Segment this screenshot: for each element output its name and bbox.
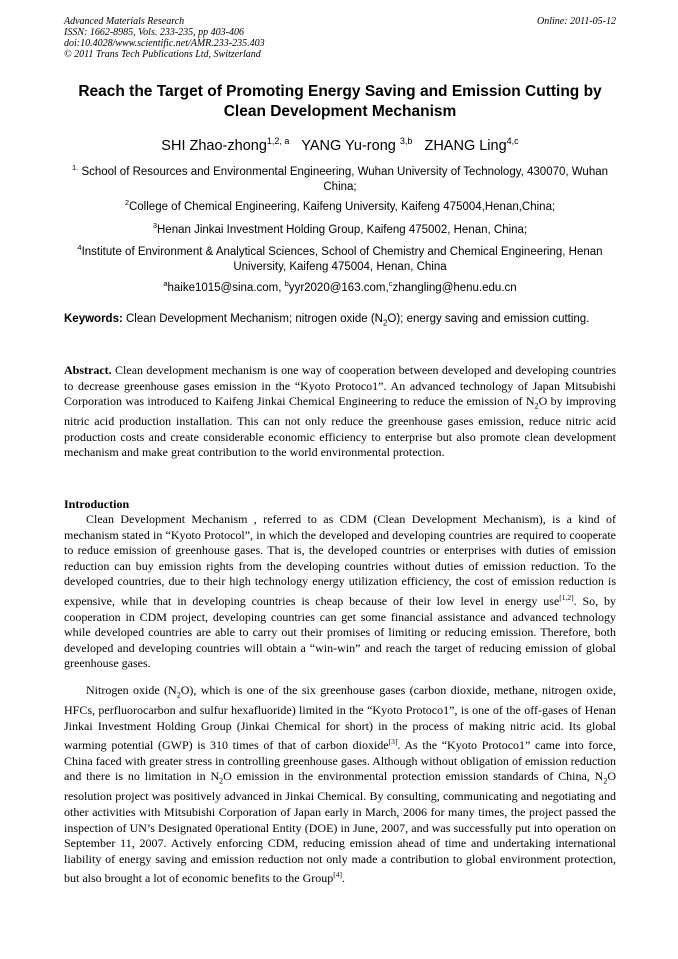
- author-affiliation-mark: 3,b: [399, 136, 413, 146]
- citation[interactable]: [4]: [333, 870, 343, 880]
- author-list: [64, 132, 616, 155]
- author-emails: [64, 276, 616, 296]
- affiliation-text: College of Chemical Engineering, Kaifeng University, Kaifeng 475004,Henan,China;: [128, 200, 556, 213]
- affiliation-text: Henan Jinkai Investment Holding Group, Kaifeng 475002, Henan, China;: [157, 223, 528, 236]
- email-mark: a: [163, 279, 168, 288]
- affiliation-mark: 1.: [71, 163, 79, 172]
- journal-header: [64, 16, 616, 60]
- subscript: 2: [603, 776, 608, 786]
- citation[interactable]: [3]: [388, 737, 398, 747]
- author-name: YANG Yu-rong: [301, 137, 396, 154]
- paragraph-text: O), which is one of the six greenhouse gases (carbon dioxide, methane, nitrogen oxide, HFCs, perfluorocarbon and sulfur hexafluoride) limited in the “Kyoto Protoco1”, is one of the off-gases of Henan Jinkai Investment Holding Group (Jinkai Chemical for short) in the process of making nitric acid. Its global warming potential (GWP) is 310 times of that of carbon dioxide: [64, 683, 616, 753]
- email-address[interactable]: zhangling@henu.edu.cn: [392, 281, 517, 294]
- paragraph-text: Clean Development Mechanism , referred to as CDM (Clean Development Mechanism), is a kind of mechanism stated in “Kyoto Protocol”, in which the developed and developing countries are required to cooperate to reduce emission of greenhouse gases. That is, the developed countries or enterprises with duties of emission reduction can buy emission rights from the developing countries without duties of emission reduction. To the developed countries, due to their high technology energy utilization efficiency, the cost of emission reduction is expensive, while that in developing countries is cheap because of their low level in energy use: [64, 512, 616, 608]
- keywords-label: Keywords:: [64, 313, 123, 325]
- affiliation-mark: 3: [152, 221, 157, 230]
- affiliation: [64, 195, 616, 215]
- abstract-text: Clean development mechanism is one way of cooperation between developed and developing countries to decrease greenhouse gases emission in the “Kyoto Protoco1”. An advanced technology of Japan Mitsubishi Corporation was introduced to Kaifeng Jinkai Chemical Engineering to reduce the emission of N: [64, 363, 616, 409]
- subscript: 2: [176, 690, 181, 700]
- online-date: Online: 2011-05-12: [537, 16, 616, 27]
- keywords-text: O); energy saving and emission cutting.: [387, 313, 590, 325]
- keywords: [64, 312, 616, 330]
- intro-paragraph: [64, 512, 616, 672]
- paper-title: Reach the Target of Promoting Energy Saving and Emission Cutting by Clean Development Mechanism: [78, 83, 602, 120]
- affiliation-mark: 4: [77, 243, 82, 252]
- email-mark: b: [284, 279, 289, 288]
- intro-paragraph: [64, 683, 616, 887]
- abstract-label: Abstract.: [64, 363, 112, 377]
- affiliation: [64, 240, 616, 275]
- affiliation: [64, 160, 616, 195]
- journal-copyright: © 2011 Trans Tech Publications Ltd, Switzerland: [64, 49, 261, 60]
- abstract-text: O by improving nitric acid production installation. This can not only reduce the greenhouse gases emission, reduce nitric acid production costs and create considerable economic efficiency to enterprise but also promote clean development mechanism and make great contribution to the world environmental protection.: [64, 394, 616, 460]
- paragraph-text: O resolution project was positively advanced in Jinkai Chemical. By consulting, communicating and negotiating and other activities with Mitsubishi Corporation of Japan early in March, 2006 for many times, the project passed the inspection of UN’s Designated 0perational Entity (DOE) in June, 2007, and was successfully put into operation on September 11, 2007. Actively enforcing CDM, reducing emission ahead of time and undertaking international liability of energy saving and emission reduction not only made a contribution to global environment protection, but also brought a lot of economic benefits to the Group: [64, 769, 617, 886]
- subscript: 2: [382, 318, 388, 328]
- paragraph-text: . As the “Kyoto Protoco1” came into force, China faced with greater stress in controlling greenhouse gases. Although without obligation of emission reduction and there is no limitation in N: [64, 738, 616, 784]
- subscript: 2: [219, 776, 224, 786]
- paragraph-text: Nitrogen oxide (N: [86, 683, 177, 697]
- journal-name: Advanced Materials Research: [64, 16, 185, 27]
- affiliation: [64, 218, 616, 238]
- subscript: 2: [534, 401, 539, 411]
- keywords-text: Clean Development Mechanism; nitrogen oxide (N: [122, 313, 383, 325]
- citation[interactable]: [1,2]: [559, 592, 574, 602]
- email-mark: c: [388, 279, 393, 288]
- paragraph-text: . So, by cooperation in CDM project, developing countries can get some financial assistance and advanced technology while developed countries are able to carry out their promises of limiting or reducing emission. Therefore, both developed and developing countries will obtain a “win-win” and reach the target of reducing emission of global greenhouse gases.: [64, 593, 616, 671]
- journal-issn: ISSN: 1662-8985, Vols. 233-235, pp 403-406: [64, 27, 244, 38]
- paragraph-text: .: [342, 871, 346, 886]
- author-affiliation-mark: 4,c: [506, 136, 519, 146]
- abstract: [64, 363, 616, 461]
- affiliation-text: School of Resources and Environmental Engineering, Wuhan University of Technology, 430070, Wuhan China;: [81, 165, 609, 193]
- journal-doi: doi:10.4028/www.scientific.net/AMR.233-235.403: [64, 38, 265, 49]
- paragraph-text: O emission in the environmental protection emission standards of China, N: [223, 769, 604, 784]
- author-affiliation-mark: 1,2, a: [266, 136, 290, 146]
- author-name: SHI Zhao-zhong: [161, 137, 267, 154]
- email-address[interactable]: yyr2020@163.com,: [288, 281, 389, 294]
- affiliation-mark: 2: [124, 198, 129, 207]
- section-heading-introduction: Introduction: [64, 497, 130, 511]
- email-address[interactable]: haike1015@sina.com,: [167, 281, 285, 294]
- author-name: ZHANG Ling: [424, 137, 507, 154]
- affiliation-text: Institute of Environment & Analytical Sciences, School of Chemistry and Chemical Engineering, Henan University, Kaifeng 475004, Henan, China: [81, 245, 603, 273]
